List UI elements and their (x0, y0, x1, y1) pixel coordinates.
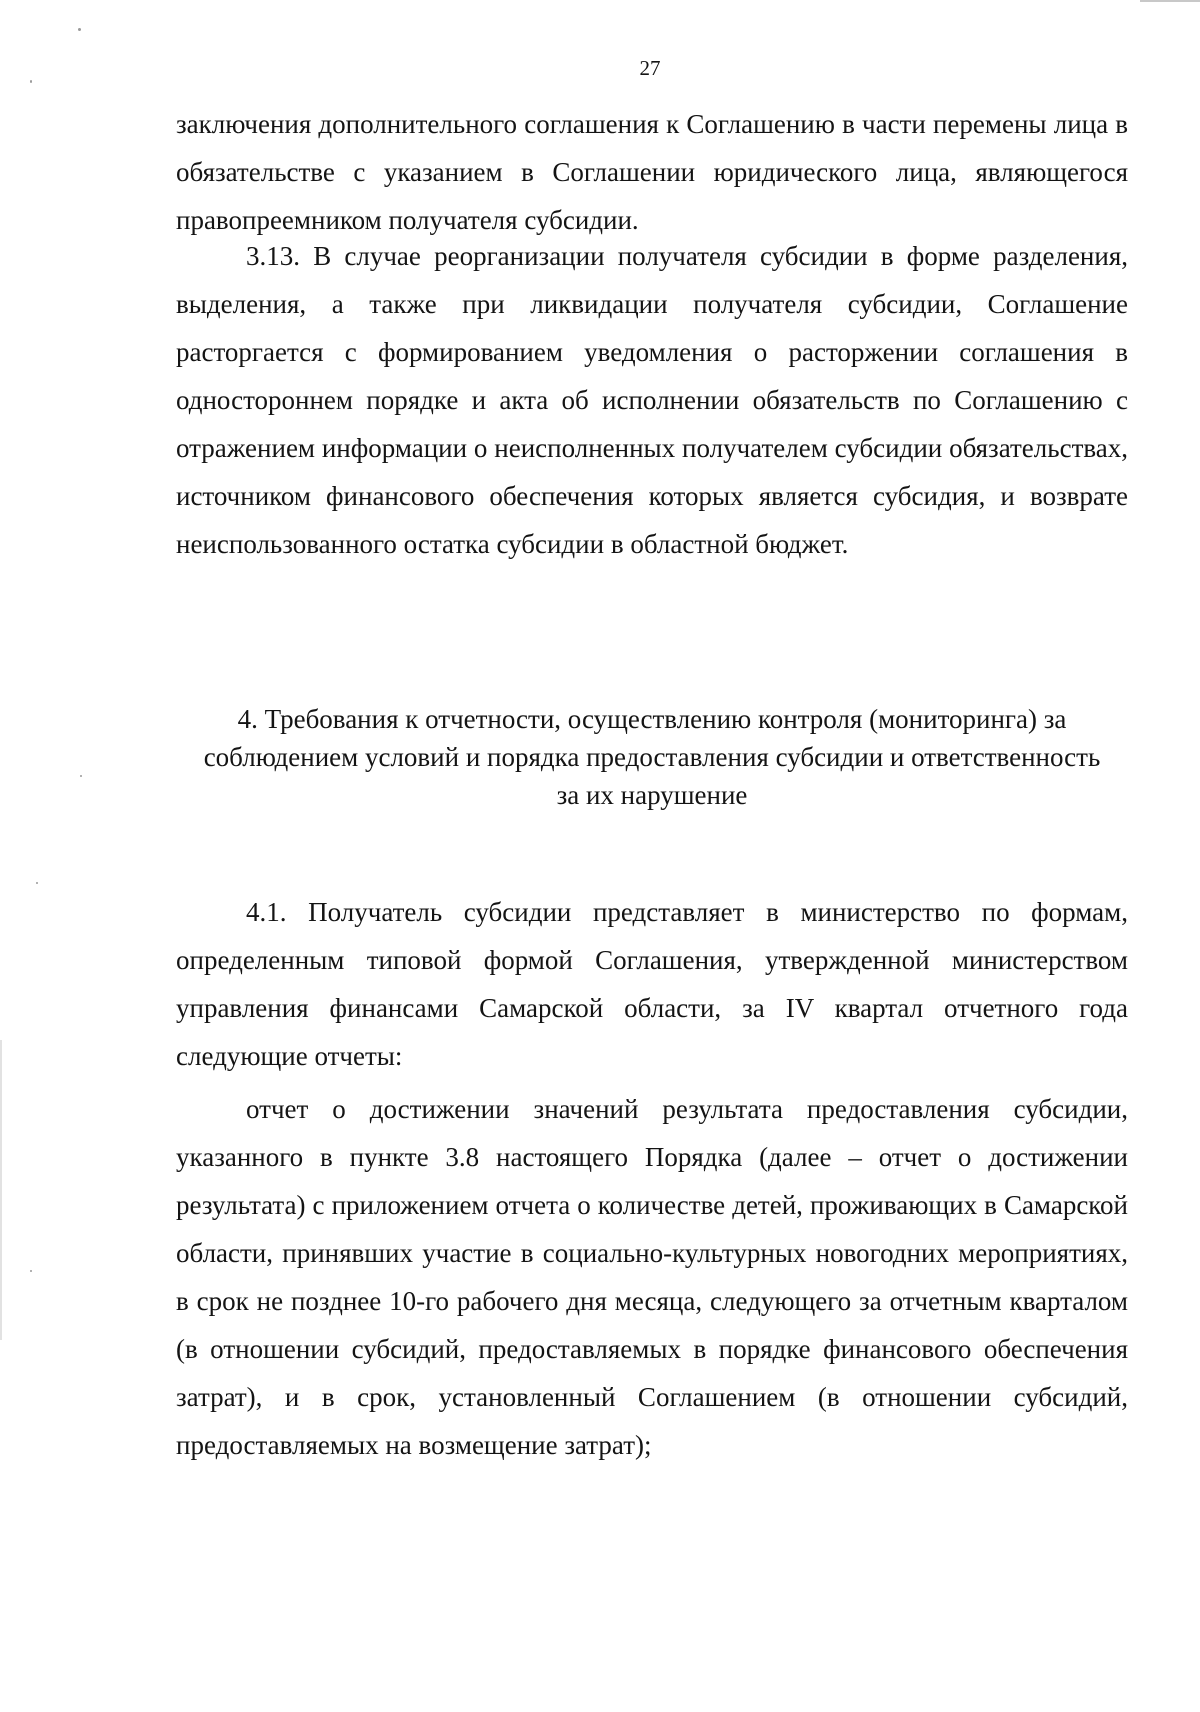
paragraph-report-results: отчет о достижении значений результата предоставления субсидии, указанного в пункте 3.8 настоящего Порядка (далее – отчет о достижении результата) с приложением отчета о количестве детей, проживающих в Самарской области, принявших участие в социально-культурных новогодних мероприятиях, в срок не позднее 10-го рабочего дня месяца, следующего за отчетным кварталом (в отношении субсидий, предоставляемых в порядке финансового обеспечения затрат), и в срок, установленный Соглашением (в отношении субсидий, предоставляемых на возмещение затрат); (176, 1094, 1128, 1460)
paragraph-3-13-reorganization: 3.13. В случае реорганизации получателя субсидии в форме разделения, выделения, а также при ликвидации получателя субсидии, Соглашение расторгается с формированием уведомления о расторжении соглашения в одностороннем порядке и акта об исполнении обязательств по Соглашению с отражением информации о неисполненных получателем субсидии обязательствах, источником финансового обеспечения которых является субсидия, и возврате неиспользованного остатка субсидии в областной бюджет. (176, 241, 1128, 559)
scan-speck (36, 882, 38, 884)
scan-speck (80, 775, 82, 777)
page-number: 27 (639, 56, 661, 80)
scan-speck (78, 28, 81, 31)
section-heading-line-2: соблюдением условий и порядка предоставления субсидии и ответственность (203, 742, 1101, 772)
scan-speck (30, 1270, 32, 1272)
paragraph-4-1-reporting: 4.1. Получатель субсидии представляет в министерство по формам, определенным типовой формой Соглашения, утвержденной министерством управления финансами Самарской области, за IV квартал отчетного года следующие отчеты: (176, 897, 1128, 1071)
section-heading-4 (176, 700, 1128, 814)
section-heading-line-1: 4. Требования к отчетности, осуществлению контроля (мониторинга) за (237, 704, 1067, 734)
scan-edge-line (0, 1040, 2, 1340)
scan-speck (30, 80, 32, 83)
paragraph-agreement-amendment: заключения дополнительного соглашения к Соглашению в части перемены лица в обязательстве с указанием в Соглашении юридического лица, являющегося правопреемником получателя субсидии. (176, 109, 1128, 235)
scan-edge-line (1140, 0, 1200, 2)
section-heading-line-3: за их нарушение (556, 780, 748, 810)
